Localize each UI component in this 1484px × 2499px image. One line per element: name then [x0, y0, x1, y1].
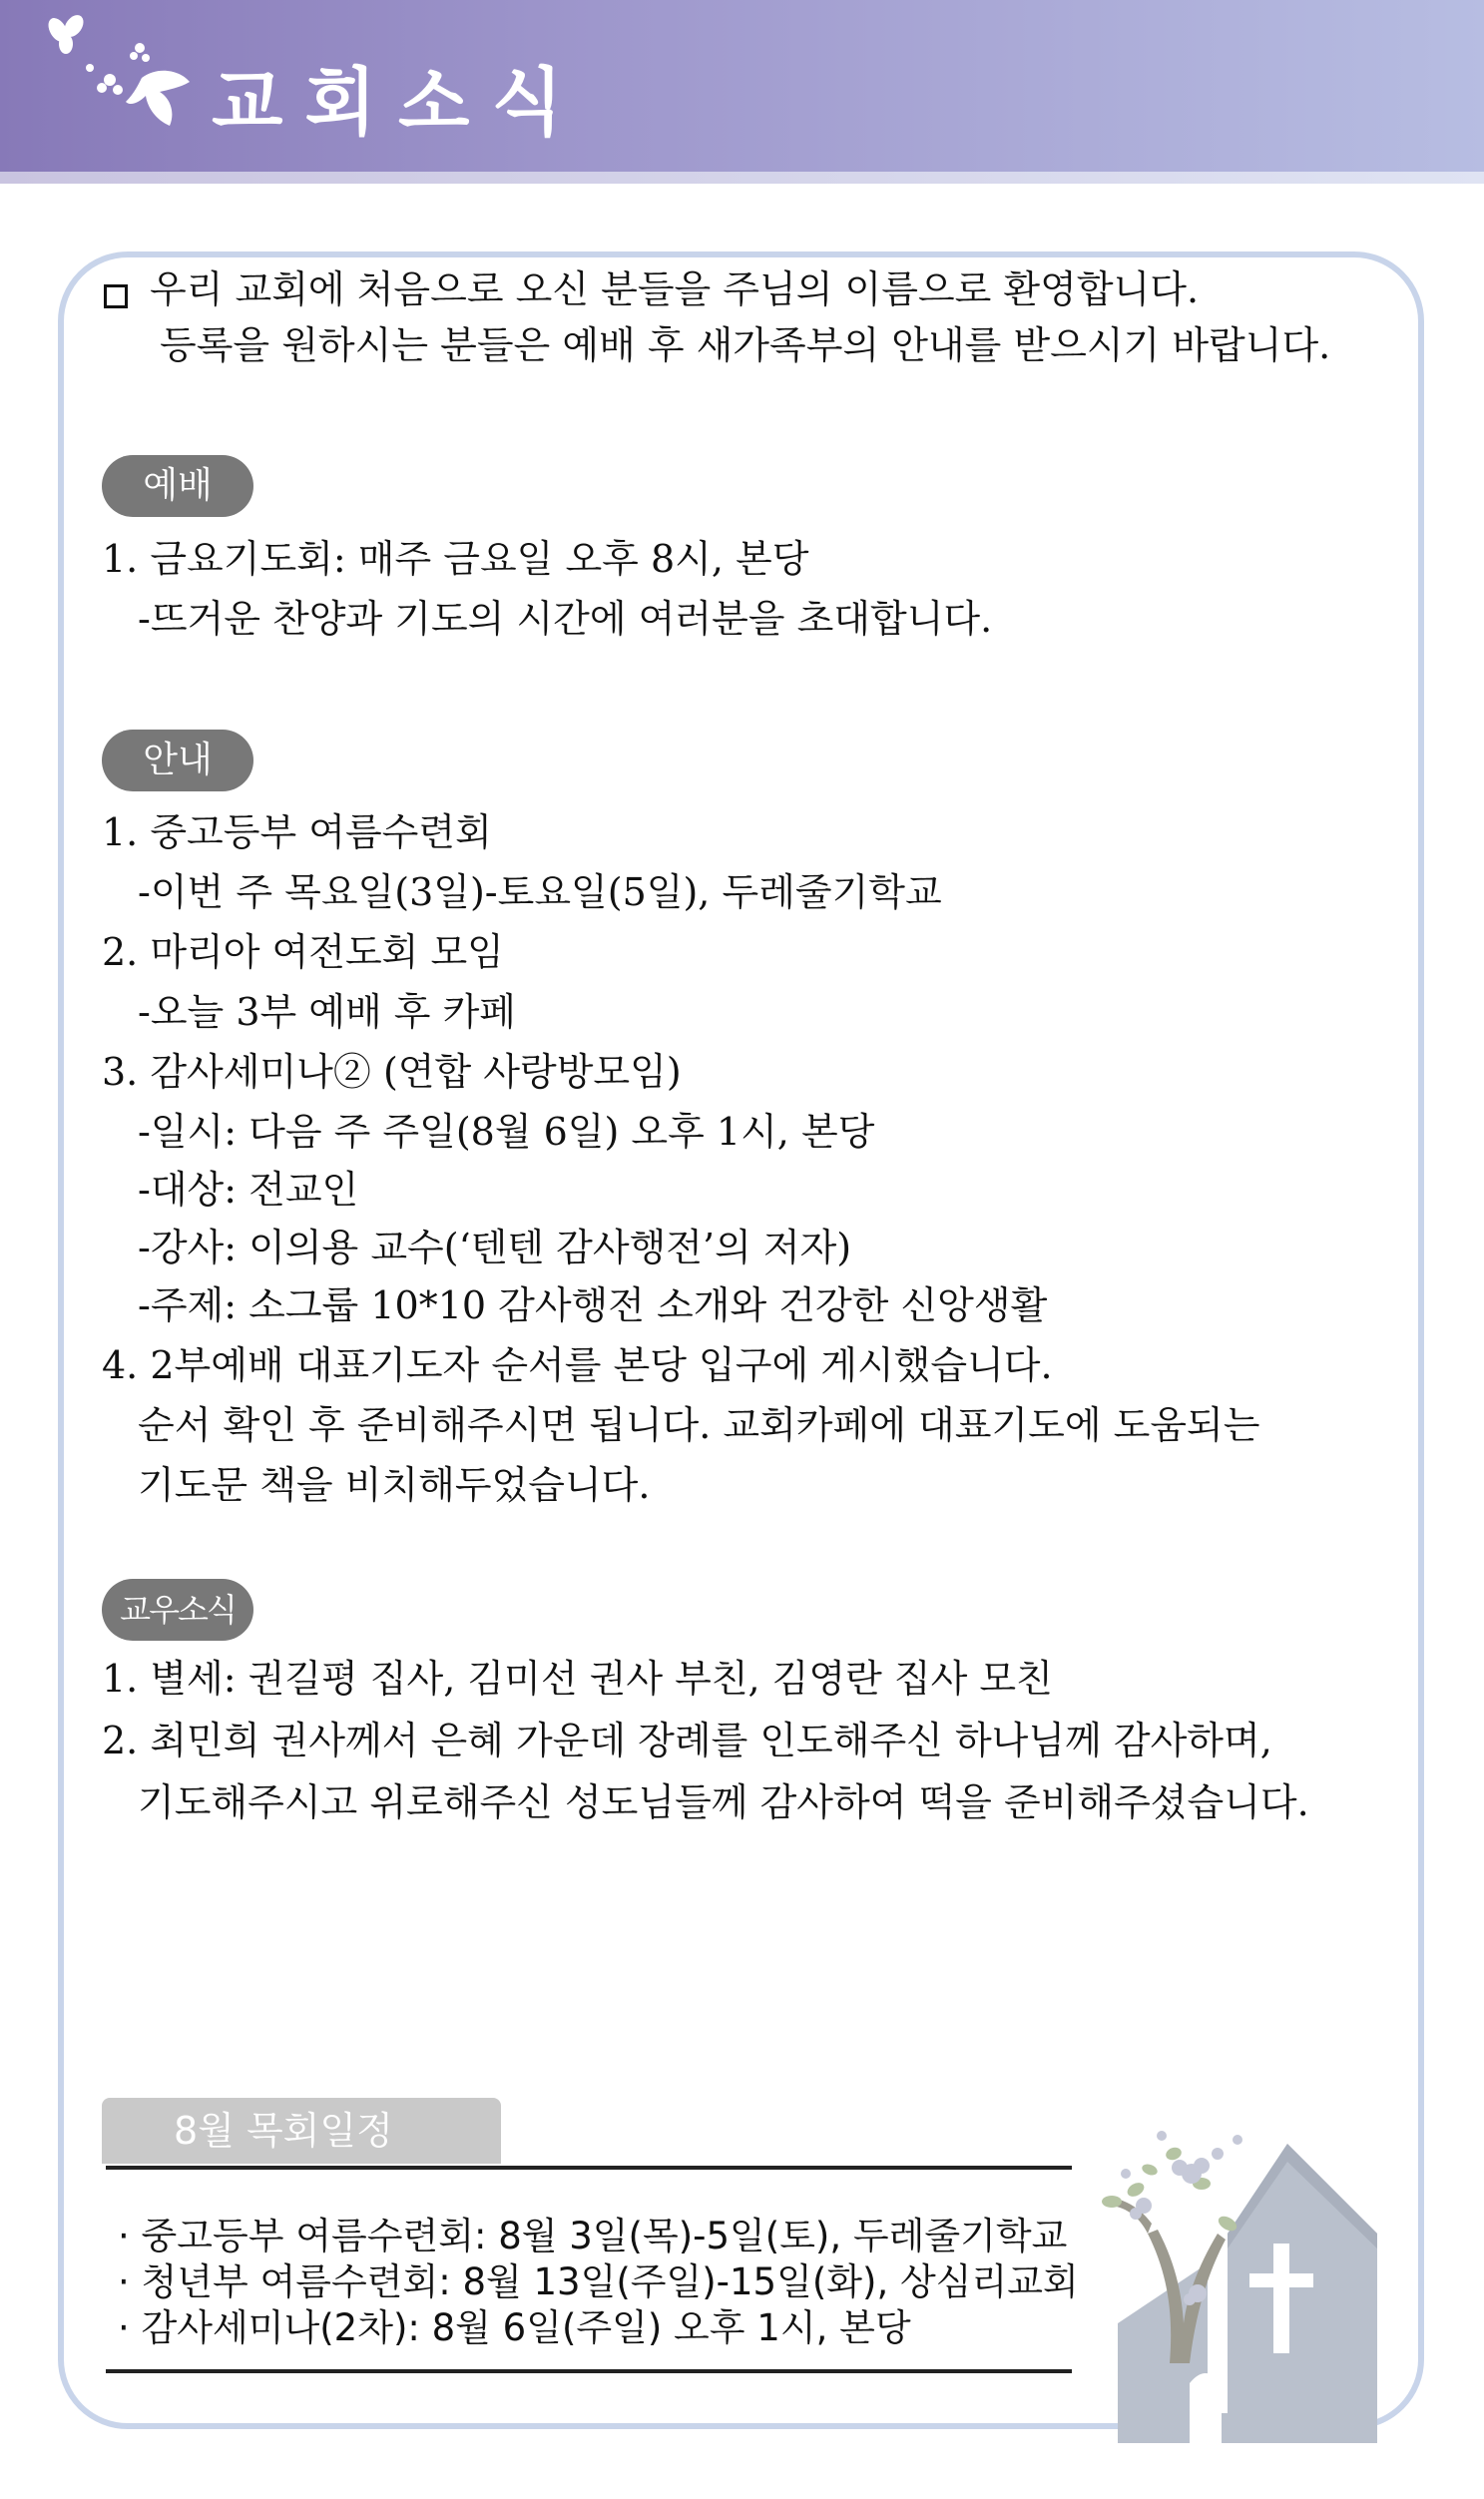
schedule-title-label: 8월 목회일정	[174, 2109, 393, 2153]
intro-line-2: 등록을 원하시는 분들은 예배 후 새가족부의 안내를 받으시기 바랍니다.	[160, 323, 1331, 367]
notice-line-2: -이번 주 목요일(3일)-토요일(5일), 두레줄기학교	[138, 870, 942, 914]
schedule-item-1: · 중고등부 여름수련회: 8월 3일(목)-5일(토), 두레줄기학교	[118, 2215, 1068, 2257]
notice-line-9: -주제: 소그룹 10*10 감사행전 소개와 건강한 신앙생활	[138, 1283, 1048, 1327]
worship-line-2: -뜨거운 찬양과 기도의 시간에 여러분을 초대합니다.	[138, 597, 993, 641]
members-line-3: 기도해주시고 위로해주신 성도님들께 감사하여 떡을 준비해주셨습니다.	[138, 1780, 1309, 1824]
schedule-bottom-rule	[106, 2369, 1072, 2373]
notice-line-5: 3. 감사세미나② (연합 사랑방모임)	[102, 1050, 682, 1094]
butterfly-flower-icon	[30, 8, 210, 138]
notice-line-11: 순서 확인 후 준비해주시면 됩니다. 교회카페에 대표기도에 도움되는	[138, 1403, 1260, 1447]
section-label-notice: 안내	[102, 730, 253, 791]
section-label-worship: 예배	[102, 455, 253, 517]
notice-line-4: -오늘 3부 예배 후 카페	[138, 990, 516, 1034]
schedule-item-2: · 청년부 여름수련회: 8월 13일(주일)-15일(화), 상심리교회	[118, 2260, 1079, 2303]
notice-line-1: 1. 중고등부 여름수련회	[102, 810, 492, 854]
notice-line-8: -강사: 이의용 교수(‘텐텐 감사행전’의 저자)	[138, 1226, 852, 1269]
intro-line-1: 우리 교회에 처음으로 오신 분들을 주님의 이름으로 환영합니다.	[150, 267, 1200, 311]
members-line-2: 2. 최민희 권사께서 은혜 가운데 장례를 인도해주신 하나님께 감사하며,	[102, 1719, 1272, 1762]
schedule-item-3: · 감사세미나(2차): 8월 6일(주일) 오후 1시, 본당	[118, 2306, 911, 2349]
schedule-top-rule	[106, 2166, 1072, 2170]
header-divider	[0, 172, 1484, 184]
notice-line-3: 2. 마리아 여전도회 모임	[102, 930, 504, 974]
schedule-title	[102, 2098, 501, 2164]
notice-line-12: 기도문 책을 비치해두었습니다.	[138, 1463, 651, 1507]
page-title: 교회소식	[212, 60, 585, 146]
notice-line-10: 4. 2부예배 대표기도자 순서를 본당 입구에 게시했습니다.	[102, 1343, 1053, 1387]
members-line-1: 1. 별세: 권길평 집사, 김미선 권사 부친, 김영란 집사 모친	[102, 1657, 1053, 1701]
notice-line-6: -일시: 다음 주 주일(8월 6일) 오후 1시, 본당	[138, 1110, 875, 1154]
notice-line-7: -대상: 전교인	[138, 1168, 359, 1212]
header-banner	[0, 0, 1484, 172]
section-label-members: 교우소식	[102, 1579, 253, 1641]
checkbox-icon	[104, 284, 128, 308]
worship-line-1: 1. 금요기도회: 매주 금요일 오후 8시, 본당	[102, 537, 809, 581]
church-tree-illustration	[1078, 2114, 1387, 2443]
